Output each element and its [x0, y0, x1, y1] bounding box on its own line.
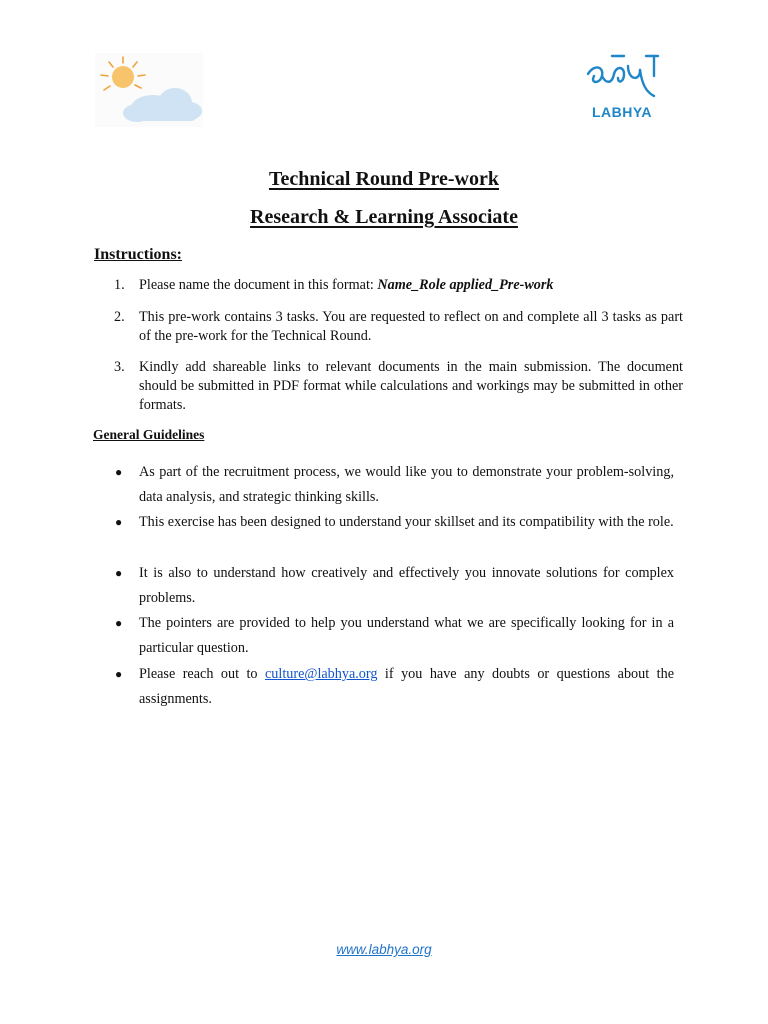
document-subtitle: Research & Learning Associate: [250, 206, 518, 228]
instruction-text: This pre-work contains 3 tasks. You are requested to reflect on and complete all 3 tasks as part of the pre-work for the Technical Round.: [139, 309, 683, 344]
bullet-icon: ●: [115, 465, 123, 479]
brand-name: LABHYA: [592, 104, 653, 120]
document-title: Technical Round Pre-work: [268, 168, 500, 190]
guideline-text: It is also to understand how creatively and effectively you innovate solutions for complex problems.: [139, 565, 674, 606]
instructions-heading: Instructions:: [94, 246, 183, 263]
bullet-icon: ●: [115, 616, 123, 630]
guideline-text: As part of the recruitment process, we would like you to demonstrate your problem-solving, data analysis, and strategic thinking skills.: [139, 464, 674, 505]
guideline-text: [139, 662, 674, 712]
bullet-icon: ●: [115, 515, 123, 529]
labhya-logo: [580, 50, 660, 124]
instruction-text: [139, 276, 683, 295]
labhya-script-icon: [584, 50, 660, 102]
guideline-text-part: if you have any doubts or questions about the assignments.: [139, 666, 674, 707]
sun-cloud-icon: [95, 53, 203, 127]
instruction-number: 3.: [114, 359, 125, 375]
instruction-text-part: Please name the document in this format:: [139, 277, 378, 293]
guideline-text-part: Please reach out to: [139, 666, 265, 682]
bullet-icon: ●: [115, 667, 123, 681]
guideline-text: The pointers are provided to help you understand what we are specifically looking for in a particular question.: [139, 615, 674, 656]
instruction-number: 1.: [114, 277, 125, 293]
contact-email-link[interactable]: culture@labhya.org: [264, 666, 378, 682]
guidelines-heading: General Guidelines: [93, 427, 205, 442]
filename-format: Name_Role applied_Pre-work: [377, 277, 554, 293]
bullet-icon: ●: [115, 566, 123, 580]
website-link[interactable]: www.labhya.org: [336, 942, 432, 957]
instruction-number: 2.: [114, 309, 125, 325]
guideline-text: This exercise has been designed to understand your skillset and its compatibility with the role.: [139, 514, 674, 530]
instruction-text: Kindly add shareable links to relevant documents in the main submission. The document should be submitted in PDF format while calculations and workings may be submitted in other formats.: [139, 359, 683, 413]
